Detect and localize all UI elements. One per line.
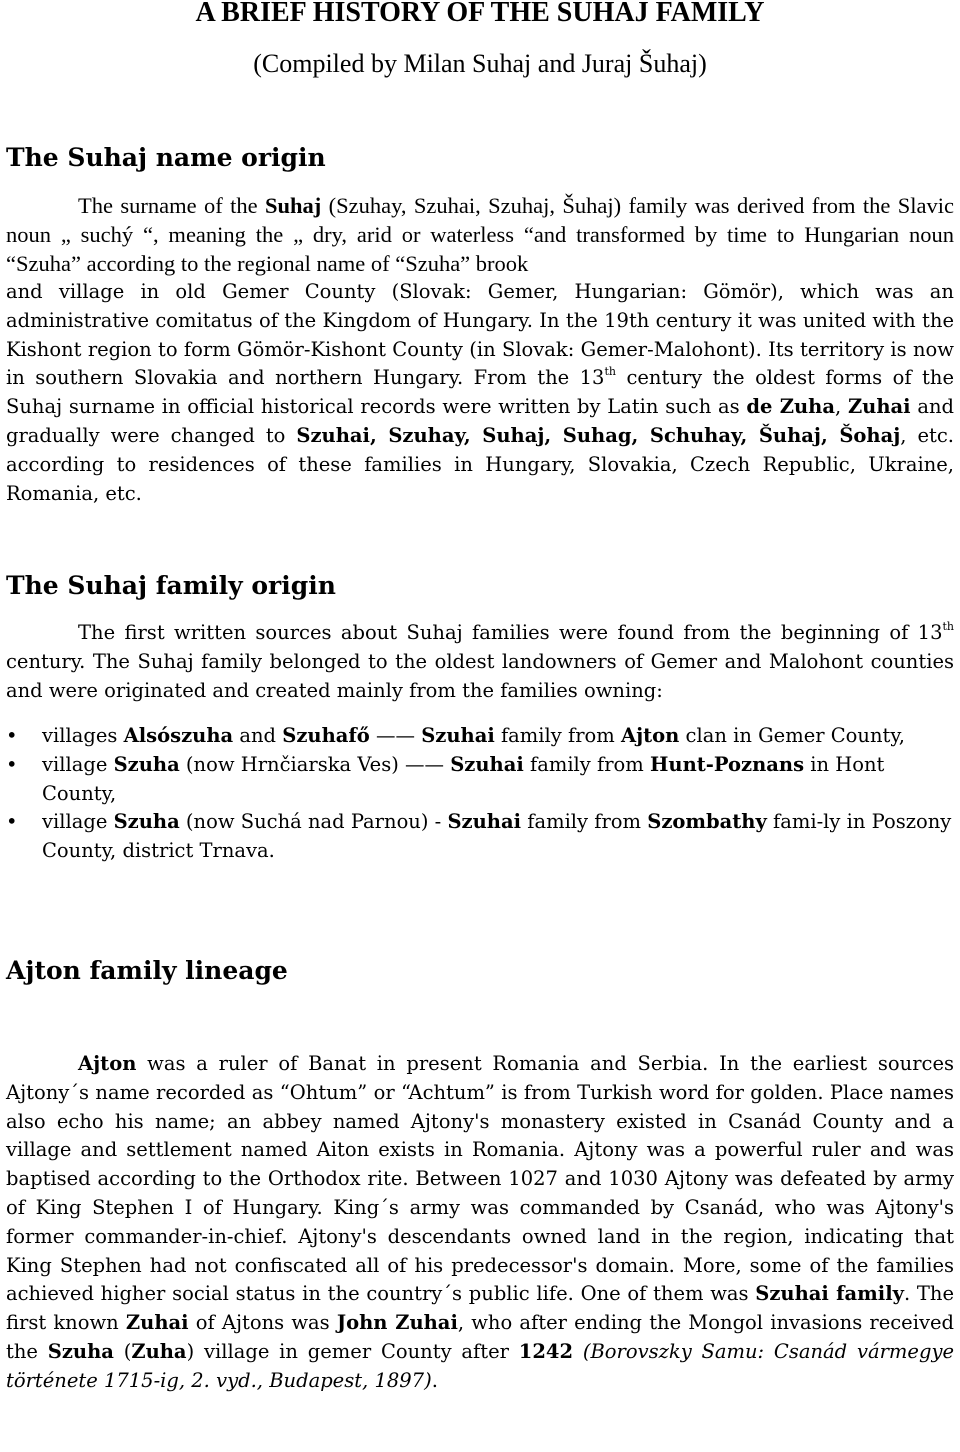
text-run: ( [113, 1339, 132, 1363]
text-run: ) village in gemer County after [186, 1339, 519, 1363]
text-run: , etc. according to residences of these families in Hungary, Slovakia, Czech Republic, Ukraine, Romania, etc. [6, 423, 954, 505]
village-list [6, 722, 954, 866]
text-run: village [42, 810, 114, 834]
text-run: —— [369, 724, 422, 747]
bold-text: Szuha [113, 810, 180, 834]
text-run: village [42, 752, 114, 776]
bold-text: John Zuhai [336, 1311, 458, 1335]
document-subtitle: (Compiled by Milan Suhaj and Juraj Šuhaj) [253, 49, 707, 78]
text-run: (now Suchá nad Parnou) - [179, 810, 448, 834]
bold-text: Szombathy [647, 810, 767, 834]
bold-text: Ajton [78, 1052, 137, 1075]
text-run: of Ajtons was [188, 1311, 337, 1335]
bold-text: Szuhai, Szuhay, Suhaj, Suhag, Schuhay, Šuhaj, Šohaj [296, 423, 901, 447]
bold-text: Szuha [47, 1339, 114, 1363]
text-run: villages [42, 724, 124, 747]
bold-text: Suhaj [264, 193, 322, 218]
text-run: fami-ly in Poszony County, district Trnava. [42, 810, 952, 863]
text-run: and gradually were changed to [6, 395, 954, 447]
document-title: A BRIEF HISTORY OF THE SUHAJ FAMILY [195, 0, 765, 28]
text-run: (Szuhay, Szuhai, Szuhaj, Šuhaj) family was derived from the Slavic noun „ suchý “, meaning the „ dry, arid or waterless “and transformed by time to Hungarian noun “Szuha” according to the regional name of “Szuha” brook [6, 193, 954, 276]
text-run: , who after ending the Mongol invasions received the [6, 1311, 954, 1363]
list-item [6, 808, 954, 866]
bold-text: Zuhai [125, 1311, 189, 1335]
section-heading-name-origin: The Suhaj name origin [6, 143, 326, 172]
list-item [6, 722, 954, 751]
bold-text: Zuha [131, 1339, 187, 1363]
text-run: century. The Suhaj family belonged to the oldest landowners of Gemer and Malohont counties and were originated and created mainly from the families owning: [6, 649, 954, 702]
text-run: and village in old Gemer County (Slovak: Gemer, Hungarian: Gömör), which was an administrative comitatus of the Kingdom of Hungary. In the 19th century it was united with the Kishont region to form Gömör-Kishont County (in Slovak: Gemer-Malohont). Its territory is now in southern Slovakia and northern Hungary. From the 13 [6, 280, 954, 390]
paragraph-family-origin [6, 619, 954, 705]
paragraph-name-origin-intro [6, 192, 954, 278]
text-run [573, 1340, 583, 1363]
paragraph-ajton-lineage [6, 1050, 954, 1396]
paragraph-name-origin-body [6, 278, 954, 508]
superscript: th [604, 365, 616, 379]
bold-text: Szuhai family [755, 1282, 904, 1306]
superscript: th [942, 620, 954, 633]
bold-text: Szuhai [421, 724, 495, 747]
text-run: . The first known [6, 1282, 954, 1335]
bold-text: de Zuha [746, 395, 835, 419]
bold-text: Hunt-Poznans [649, 752, 805, 776]
text-run: was a ruler of Banat in present Romania and Serbia. In the earliest sources Ajtony´s name recorded as “Ohtum” or “Achtum” is from Turkish word for golden. Place names also echo his name; an abbey named Ajtony's monastery existed in Csanád County and a village and settlement named Aiton exists in Romania. Ajtony was a powerful ruler and was baptised according to the Orthodox rite. Between 1027 and 1030 Ajtony was defeated by army of King Stephen I of Hungary. King´s army was commanded by Csanád, who was Ajtony's former commander-in-chief. Ajtony's descendants owned land in the region, indicating that King Stephen had not confiscated all of his predecessor's domain. More, some of the families achieved higher social status in the country´s public life. One of them was [6, 1052, 954, 1306]
list-item [6, 751, 954, 809]
text-run: family from [494, 724, 621, 747]
text-run: family from [523, 752, 650, 776]
bold-text: Alsószuha [123, 724, 234, 747]
text-run: (now Hrnčiarska Ves) —— [179, 752, 451, 776]
text-run: . [431, 1368, 438, 1392]
citation: (Borovszky Samu: Csanád vármegye története 1715-ig, 2. vyd., Budapest, 1897) [6, 1339, 954, 1392]
text-run: , [834, 395, 848, 419]
bullet-icon: • [6, 810, 18, 834]
bold-text: Szuha [113, 752, 180, 776]
text-run: The surname of the [78, 193, 265, 218]
bold-text: Ajton [620, 724, 680, 747]
bullet-icon: • [6, 752, 18, 776]
text-run: The first written sources about Suhaj families were found from the beginning of 13 [78, 621, 943, 644]
text-run: in Hont County, [42, 752, 885, 805]
section-heading-ajton-lineage: Ajton family lineage [6, 956, 288, 985]
bold-text: Szuhafő [282, 724, 370, 747]
bold-text: 1242 [518, 1339, 574, 1363]
section-heading-family-origin: The Suhaj family origin [6, 571, 336, 600]
bullet-icon: • [6, 724, 18, 747]
bold-text: Zuhai [847, 395, 911, 419]
text-run: and [233, 724, 283, 747]
text-run: century the oldest forms of the Suhaj surname in official historical records were written by Latin such as [6, 366, 954, 419]
text-run: family from [521, 810, 648, 834]
text-run: clan in Gemer County, [679, 724, 905, 747]
bold-text: Szuhai [447, 810, 522, 834]
bold-text: Szuhai [450, 752, 524, 776]
